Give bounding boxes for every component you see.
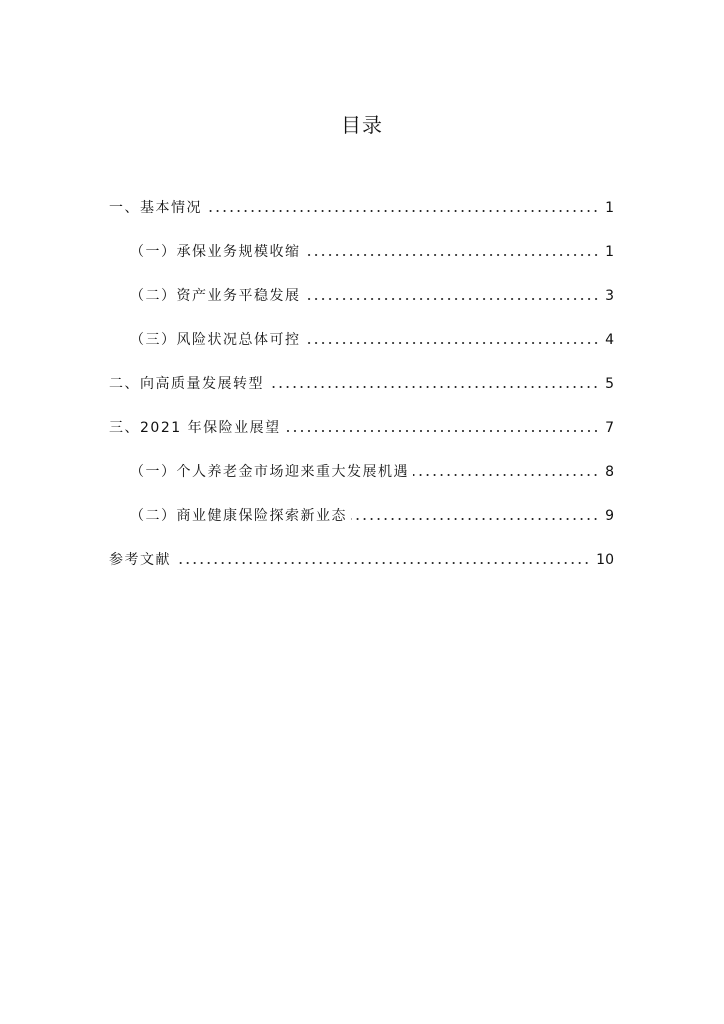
toc-page-number: 8 — [605, 464, 614, 480]
toc-page-number: 5 — [605, 376, 614, 392]
toc-entry-text: （三）风险状况总体可控 — [130, 332, 301, 348]
toc-entry-text: 参考文献 — [109, 552, 171, 568]
toc-entry-text: 二、向高质量发展转型 — [109, 376, 264, 392]
toc-entry-pension[interactable] — [109, 450, 614, 494]
toc-entry-risk[interactable] — [109, 318, 614, 362]
dot-leader — [305, 297, 600, 301]
toc-entry-assets[interactable] — [109, 274, 614, 318]
toc-page-number: 7 — [605, 420, 614, 436]
toc-page-number: 4 — [605, 332, 614, 348]
dot-leader — [285, 429, 599, 433]
dot-leader — [305, 253, 600, 257]
toc-page-number: 1 — [605, 200, 614, 216]
toc-entry-health-insurance[interactable] — [109, 494, 614, 538]
toc-entry-text: （一）承保业务规模收缩 — [130, 244, 301, 260]
toc-page-number: 3 — [605, 288, 614, 304]
dot-leader — [413, 473, 599, 477]
toc-entry-text: 一、基本情况 — [109, 200, 202, 216]
toc-entry-text: （二）资产业务平稳发展 — [130, 288, 301, 304]
toc-page-number: 9 — [605, 508, 614, 524]
dot-leader — [305, 341, 600, 345]
toc-entry-text: 三、2021 年保险业展望 — [109, 420, 281, 436]
table-of-contents — [109, 186, 614, 582]
dot-leader — [175, 561, 590, 565]
toc-title: 目录 — [341, 113, 383, 137]
dot-leader — [206, 209, 599, 213]
toc-page-number: 10 — [596, 552, 614, 568]
toc-page-number: 1 — [605, 244, 614, 260]
toc-entry-transformation[interactable] — [109, 362, 614, 406]
toc-entry-text: （二）商业健康保险探索新业态 — [130, 508, 347, 524]
toc-entry-text: （一）个人养老金市场迎来重大发展机遇 — [130, 464, 409, 480]
dot-leader — [351, 517, 599, 521]
toc-entry-underwriting[interactable] — [109, 230, 614, 274]
toc-entry-basic-situation[interactable] — [109, 186, 614, 230]
toc-entry-outlook[interactable] — [109, 406, 614, 450]
toc-entry-references[interactable] — [109, 538, 614, 582]
dot-leader — [268, 385, 599, 389]
